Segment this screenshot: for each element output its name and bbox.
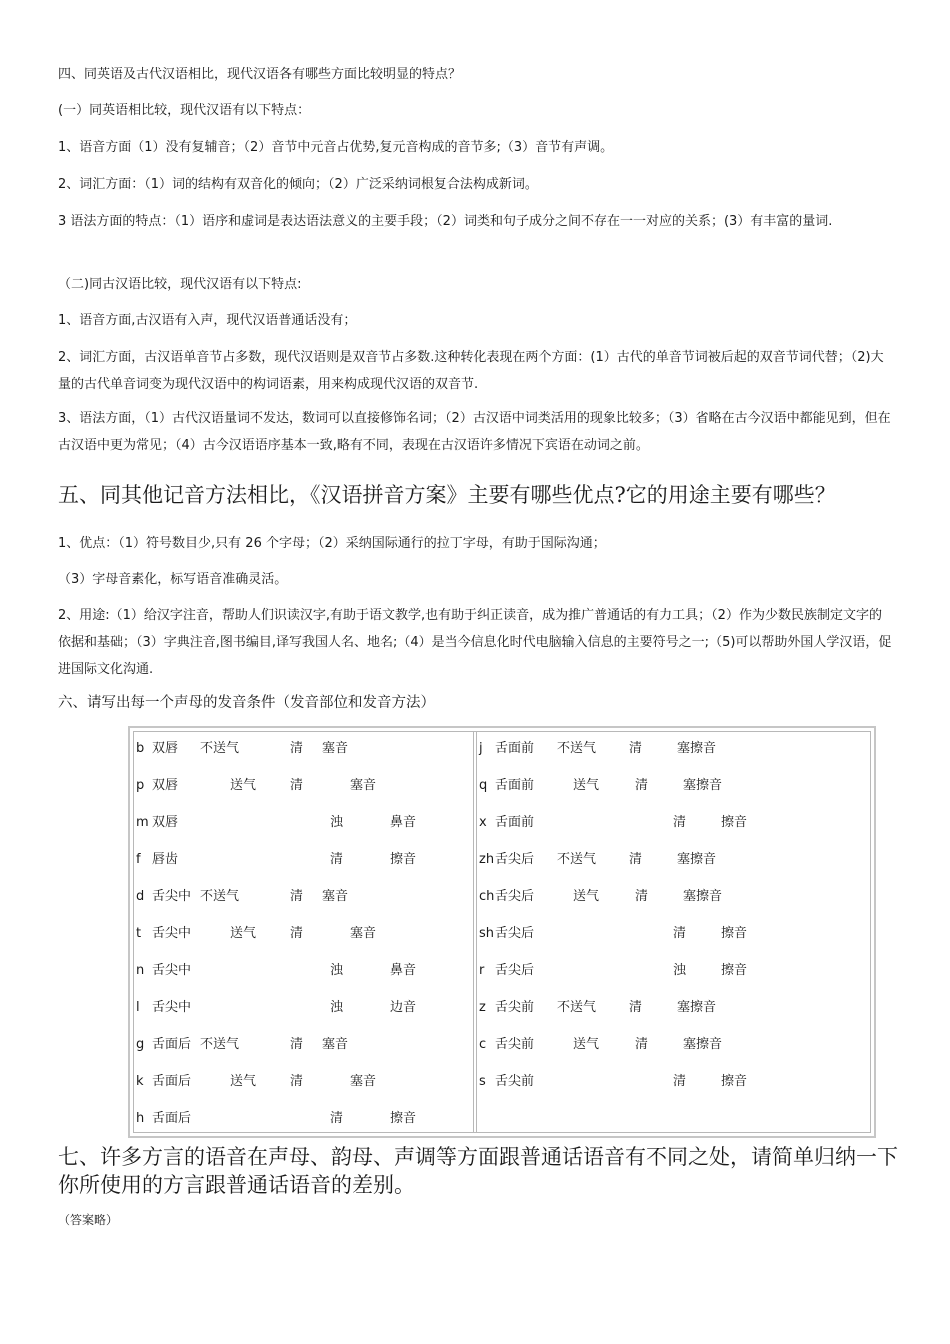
place-cell: 双唇 [152, 741, 179, 756]
section4-p3: 3 语法方面的特点：（1）语序和虚词是表达语法意义的主要手段；（2）词类和句子成分之间不存在一一对应的关系；(3）有丰富的量词. [58, 214, 833, 229]
initial-cell: sh [479, 926, 495, 941]
place-cell: 舌尖前 [495, 1000, 535, 1015]
voicing-cell: 清 [673, 1074, 687, 1089]
initials-table-right-column [477, 732, 870, 1132]
voicing-cell: 浊 [330, 815, 344, 830]
manner-cell: 擦音 [721, 815, 748, 830]
voicing-cell: 清 [330, 852, 344, 867]
manner-cell: 鼻音 [390, 815, 417, 830]
voicing-cell: 清 [290, 778, 304, 793]
initial-cell: q [479, 778, 488, 793]
initial-cell: b [136, 741, 145, 756]
section5-title: 五、同其他记音方法相比，《汉语拼音方案》主要有哪些优点?它的用途主要有哪些？ [58, 483, 836, 507]
aspiration-cell: 不送气 [200, 741, 240, 756]
aspiration-cell: 不送气 [557, 852, 597, 867]
initial-cell: m [136, 815, 149, 830]
initials-table [128, 726, 876, 1138]
section4-p2: 2、词汇方面：（1）词的结构有双音化的倾向；（2）广泛采纳词根复合法构成新词。 [58, 177, 538, 192]
voicing-cell: 清 [635, 889, 649, 904]
initial-cell: zh [479, 852, 495, 867]
voicing-cell: 清 [629, 741, 643, 756]
manner-cell: 塞擦音 [683, 1037, 723, 1052]
initial-cell: l [136, 1000, 140, 1015]
section4-sub1: (一）同英语相比较，现代汉语有以下特点： [58, 103, 311, 118]
place-cell: 舌面后 [152, 1074, 192, 1089]
voicing-cell: 清 [330, 1111, 344, 1126]
initial-cell: z [479, 1000, 486, 1015]
initial-cell: x [479, 815, 487, 830]
place-cell: 双唇 [152, 778, 179, 793]
initial-cell: g [136, 1037, 145, 1052]
voicing-cell: 浊 [673, 963, 687, 978]
voicing-cell: 清 [290, 926, 304, 941]
section4-sub2: （二)同古汉语比较，现代汉语有以下特点: [58, 277, 302, 292]
initial-cell: f [136, 852, 141, 867]
voicing-cell: 清 [290, 1037, 304, 1052]
initial-cell: j [479, 741, 483, 756]
initials-table-inner [133, 731, 871, 1133]
manner-cell: 塞擦音 [677, 741, 717, 756]
manner-cell: 塞擦音 [677, 1000, 717, 1015]
place-cell: 舌尖后 [495, 889, 535, 904]
voicing-cell: 清 [635, 778, 649, 793]
voicing-cell: 清 [290, 1074, 304, 1089]
voicing-cell: 清 [635, 1037, 649, 1052]
manner-cell: 塞音 [350, 926, 377, 941]
section5-p1: 1、优点：（1）符号数目少,只有 26 个字母；（2）采纳国际通行的拉丁字母，有助于国际沟通； [58, 536, 606, 551]
aspiration-cell: 不送气 [557, 1000, 597, 1015]
initial-cell: h [136, 1111, 145, 1126]
place-cell: 双唇 [152, 815, 179, 830]
place-cell: 舌尖中 [152, 1000, 192, 1015]
place-cell: 舌面后 [152, 1037, 192, 1052]
aspiration-cell: 送气 [230, 778, 257, 793]
voicing-cell: 清 [290, 889, 304, 904]
voicing-cell: 浊 [330, 1000, 344, 1015]
voicing-cell: 清 [673, 815, 687, 830]
section4-p1: 1、语音方面（1）没有复辅音；（2）音节中元音占优势,复元音构成的音节多;（3）音节有声调。 [58, 140, 614, 155]
manner-cell: 擦音 [390, 852, 417, 867]
place-cell: 唇齿 [152, 852, 179, 867]
aspiration-cell: 送气 [230, 1074, 257, 1089]
manner-cell: 塞音 [350, 1074, 377, 1089]
voicing-cell: 浊 [330, 963, 344, 978]
manner-cell: 塞擦音 [677, 852, 717, 867]
manner-cell: 塞音 [350, 778, 377, 793]
voicing-cell: 清 [673, 926, 687, 941]
section4-p6: 3、语法方面，（1）古代汉语量词不发达，数词可以直接修饰名词；（2）古汉语中词类活用的现象比较多；（3）省略在古今汉语中都能见到，但在古汉语中更为常见；（4）古今汉语语序基本一致,略有不同，表现在古汉语许多情况下宾语在动词之前。 [58, 411, 891, 453]
section6-title: 六、请写出每一个声母的发音条件（发音部位和发音方法） [58, 695, 435, 711]
manner-cell: 塞擦音 [683, 889, 723, 904]
manner-cell: 塞音 [322, 741, 349, 756]
place-cell: 舌面前 [495, 778, 535, 793]
manner-cell: 擦音 [721, 1074, 748, 1089]
place-cell: 舌尖中 [152, 963, 192, 978]
manner-cell: 塞擦音 [683, 778, 723, 793]
initial-cell: ch [479, 889, 495, 904]
place-cell: 舌面后 [152, 1111, 192, 1126]
voicing-cell: 清 [290, 741, 304, 756]
manner-cell: 鼻音 [390, 963, 417, 978]
section7-answer: （答案略） [58, 1213, 119, 1227]
place-cell: 舌尖前 [495, 1037, 535, 1052]
manner-cell: 边音 [390, 1000, 417, 1015]
initial-cell: k [136, 1074, 144, 1089]
manner-cell: 擦音 [721, 926, 748, 941]
place-cell: 舌尖前 [495, 1074, 535, 1089]
initials-table-left-column [134, 732, 474, 1132]
section5-p2: （3）字母音素化，标写语音准确灵活。 [58, 572, 288, 587]
place-cell: 舌尖后 [495, 852, 535, 867]
manner-cell: 擦音 [390, 1111, 417, 1126]
manner-cell: 塞音 [322, 889, 349, 904]
section4-title: 四、同英语及古代汉语相比，现代汉语各有哪些方面比较明显的特点？ [58, 67, 462, 82]
initial-cell: c [479, 1037, 487, 1052]
initial-cell: r [479, 963, 485, 978]
initial-cell: p [136, 778, 145, 793]
aspiration-cell: 不送气 [557, 741, 597, 756]
initial-cell: s [479, 1074, 486, 1089]
initial-cell: n [136, 963, 145, 978]
place-cell: 舌面前 [495, 741, 535, 756]
aspiration-cell: 送气 [573, 778, 600, 793]
section4-p5: 2、词汇方面，古汉语单音节占多数，现代汉语则是双音节占多数.这种转化表现在两个方面：(1）古代的单音节词被后起的双音节词代替；（2)大量的古代单音词变为现代汉语中的构词语素，用来构成现代汉语的双音节. [58, 350, 884, 392]
initial-cell: d [136, 889, 145, 904]
manner-cell: 擦音 [721, 963, 748, 978]
aspiration-cell: 不送气 [200, 1037, 240, 1052]
place-cell: 舌尖中 [152, 926, 192, 941]
place-cell: 舌面前 [495, 815, 535, 830]
voicing-cell: 清 [629, 1000, 643, 1015]
initial-cell: t [136, 926, 142, 941]
place-cell: 舌尖后 [495, 926, 535, 941]
manner-cell: 塞音 [322, 1037, 349, 1052]
section7-title: 七、许多方言的语音在声母、韵母、声调等方面跟普通话语音有不同之处，请简单归纳一下你所使用的方言跟普通话语音的差别。 [58, 1145, 898, 1197]
place-cell: 舌尖中 [152, 889, 192, 904]
aspiration-cell: 送气 [573, 889, 600, 904]
aspiration-cell: 不送气 [200, 889, 240, 904]
section4-p4: 1、语音方面,古汉语有入声，现代汉语普通话没有； [58, 313, 357, 328]
section5-p3: 2、用途:（1）给汉字注音，帮助人们识读汉字,有助于语文教学,也有助于纠正读音，成为推广普通话的有力工具；（2）作为少数民族制定文字的依据和基础；（3）字典注音,图书编目,译写我国人名、地名;（4）是当今信息化时代电脑输入信息的主要符号之一;（5)可以帮助外国人学汉语，促进国际文化沟通. [58, 608, 892, 677]
place-cell: 舌尖后 [495, 963, 535, 978]
aspiration-cell: 送气 [573, 1037, 600, 1052]
aspiration-cell: 送气 [230, 926, 257, 941]
voicing-cell: 清 [629, 852, 643, 867]
